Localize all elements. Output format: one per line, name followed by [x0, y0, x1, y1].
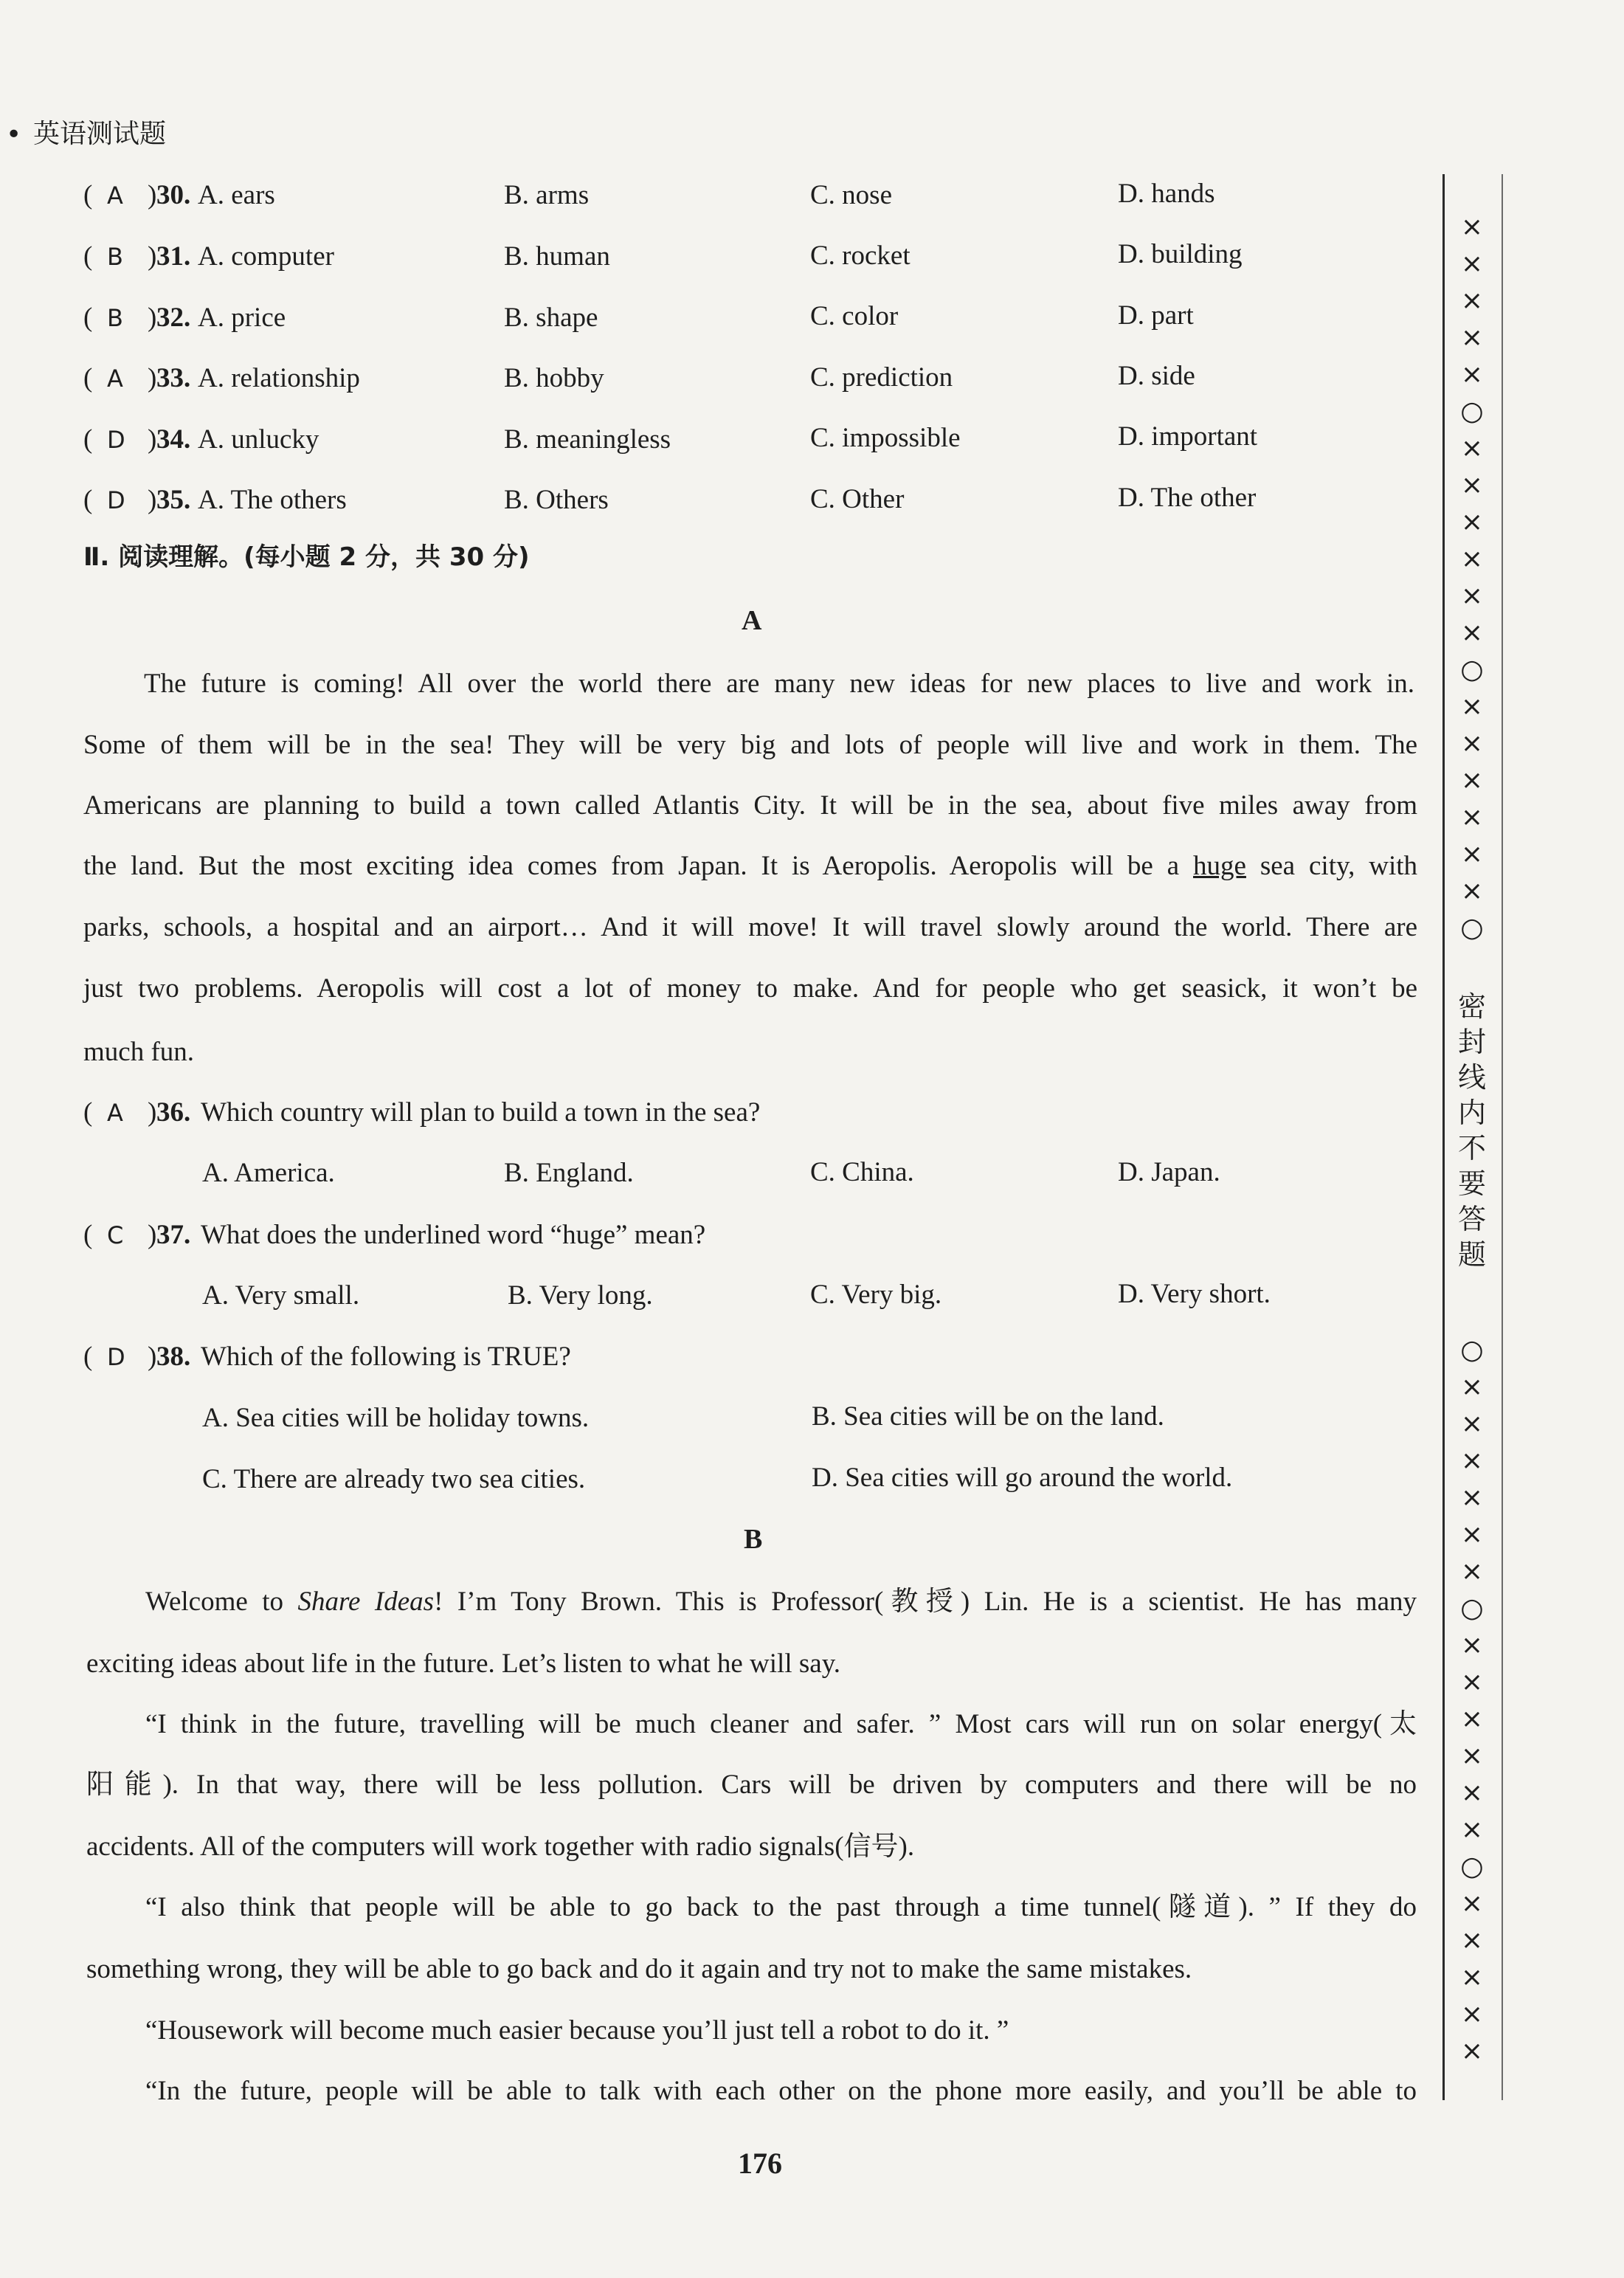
option-c: C. color	[810, 301, 899, 331]
cross-mark: ×	[1460, 1630, 1484, 1660]
answer-mark: D	[107, 1343, 125, 1371]
option-a: A. ears	[198, 180, 275, 210]
passage-b-text: Welcome to	[145, 1587, 298, 1617]
program-title: Share Ideas	[297, 1587, 435, 1617]
seal-text-char: 密	[1457, 990, 1486, 1023]
underlined-word: huge	[1193, 851, 1246, 881]
cross-mark: ×	[1460, 1741, 1484, 1771]
cross-mark: ×	[1460, 1667, 1484, 1697]
option-c: C. impossible	[810, 423, 961, 453]
question-number: 32.	[156, 303, 191, 333]
question-text: What does the underlined word “huge” mean?	[201, 1220, 706, 1250]
cross-mark: ×	[1460, 728, 1484, 759]
cross-mark: ×	[1460, 1519, 1484, 1550]
option-c: C. China.	[810, 1157, 914, 1187]
seal-border-line-inner	[1502, 174, 1503, 2100]
seal-text-char: 要	[1457, 1167, 1486, 1200]
passage-a-line: Americans are planning to build a town called Atlantis City. It will be in the sea, about five miles away from	[83, 790, 1417, 821]
option-b: B. Others	[504, 485, 609, 515]
cross-mark: ×	[1460, 1556, 1484, 1587]
question-paren-open: (	[83, 1220, 93, 1250]
passage-b-line: accidents. All of the computers will work together with radio signals(信号).	[86, 1832, 915, 1862]
passage-b-line: 阳能). In that way, there will be less pollution. Cars will be driven by computers and there will be no	[86, 1770, 1417, 1800]
cross-mark: ×	[1460, 1888, 1484, 1919]
passage-b-line: exciting ideas about life in the future. Let’s listen to what he will say.	[86, 1649, 841, 1679]
passage-a-label: A	[742, 605, 762, 636]
option-a: A. Sea cities will be holiday towns.	[202, 1403, 590, 1433]
question-text: Which of the following is TRUE?	[201, 1342, 571, 1372]
answer-mark: D	[107, 426, 125, 454]
option-d: D. side	[1118, 361, 1195, 391]
question-paren-close: )	[148, 303, 157, 333]
question-number: 30.	[156, 180, 191, 210]
cross-mark: ×	[1460, 1925, 1484, 1956]
answer-mark: C	[107, 1221, 124, 1249]
cross-mark: ×	[1460, 1778, 1484, 1808]
option-d: D. part	[1118, 300, 1194, 331]
cross-mark: ×	[1460, 765, 1484, 795]
option-c: C. There are already two sea cities.	[202, 1464, 586, 1494]
passage-b-label: B	[744, 1524, 763, 1555]
seal-text-char: 答	[1457, 1203, 1486, 1235]
question-number: 36.	[156, 1097, 191, 1128]
question-number: 34.	[156, 424, 191, 455]
passage-b-line: “Housework will become much easier because you’ll just tell a robot to do it. ”	[145, 2015, 1009, 2046]
option-c: C. nose	[810, 180, 892, 210]
question-paren-open: (	[83, 180, 93, 210]
passage-a-line: Some of them will be in the sea! They will be very big and lots of people will live and work in them. The	[83, 730, 1417, 760]
option-d: D. Sea cities will go around the world.	[812, 1463, 1233, 1493]
passage-a-line: The future is coming! All over the world there are many new ideas for new places to live and work in.	[144, 669, 1414, 699]
cross-mark: ×	[1460, 286, 1484, 316]
section-title: Ⅱ. 阅读理解。(每小题 2 分，共 30 分)	[83, 542, 530, 572]
cross-mark: ×	[1460, 1704, 1484, 1734]
cross-mark: ×	[1460, 876, 1484, 906]
cross-mark: ×	[1460, 2036, 1484, 2066]
option-d: D. important	[1118, 421, 1258, 452]
passage-a-line: parks, schools, a hospital and an airport… And it will move! It will travel slowly around the world. There are	[83, 912, 1417, 942]
option-d: D. building	[1118, 239, 1243, 269]
page-number: 176	[738, 2147, 782, 2180]
passage-b-line	[145, 1588, 1417, 1615]
question-paren-open: (	[83, 1097, 93, 1128]
cross-mark: ×	[1460, 544, 1484, 574]
passage-a-text: the land. But the most exciting idea comes from Japan. It is Aeropolis. Aeropolis will be a	[83, 851, 1194, 881]
option-c: C. Other	[810, 484, 905, 514]
question-paren-close: )	[148, 241, 157, 272]
answer-mark: A	[107, 182, 123, 210]
question-paren-open: (	[83, 485, 93, 515]
option-c: C. Very big.	[810, 1280, 942, 1310]
passage-b-line: “In the future, people will be able to talk with each other on the phone more easily, and you’ll be able to	[145, 2076, 1417, 2106]
option-b: B. arms	[504, 180, 590, 210]
passage-b-text: ! I’m Tony Brown. This is Professor(教授) Lin. He is a scientist. He has many	[434, 1587, 1417, 1617]
header-bullet: •	[6, 120, 22, 150]
passage-a-line: much fun.	[83, 1037, 195, 1067]
passage-a-line: just two problems. Aeropolis will cost a lot of money to make. And for people who get seasick, it won’t be	[83, 973, 1417, 1004]
option-a: A. The others	[198, 485, 347, 515]
question-text: Which country will plan to build a town in the sea?	[201, 1097, 761, 1128]
option-a: A. America.	[202, 1158, 335, 1188]
cross-mark: ×	[1460, 249, 1484, 279]
passage-b-line: something wrong, they will be able to go back and do it again and try not to make the same mistakes.	[86, 1954, 1192, 1984]
option-d: D. Very short.	[1118, 1279, 1271, 1309]
cross-mark: ×	[1460, 1962, 1484, 1992]
question-paren-close: )	[148, 1097, 157, 1128]
circle-mark: ○	[1460, 1851, 1484, 1882]
question-number: 35.	[156, 485, 191, 515]
cross-mark: ×	[1460, 1999, 1484, 2029]
question-number: 37.	[156, 1220, 191, 1250]
cross-mark: ×	[1460, 581, 1484, 611]
option-b: B. Sea cities will be on the land.	[812, 1401, 1164, 1432]
question-paren-open: (	[83, 241, 93, 272]
page-header-title: 英语测试题	[33, 119, 167, 149]
circle-mark: ○	[1460, 1335, 1484, 1365]
seal-text-char: 内	[1457, 1097, 1486, 1129]
passage-a-line	[83, 852, 1417, 880]
seal-text-char: 封	[1457, 1026, 1486, 1058]
cross-mark: ×	[1460, 1372, 1484, 1402]
cross-mark: ×	[1460, 691, 1484, 722]
answer-mark: B	[107, 304, 123, 332]
passage-a-text: sea city, with	[1245, 851, 1418, 881]
cross-mark: ×	[1460, 212, 1484, 242]
passage-b-line: “I also think that people will be able to go back to the past through a time tunnel(隧道). ” If they do	[145, 1892, 1417, 1922]
question-number: 38.	[156, 1342, 191, 1372]
option-b: B. Very long.	[508, 1280, 653, 1311]
question-paren-close: )	[148, 363, 157, 393]
cross-mark: ×	[1460, 433, 1484, 463]
passage-b-line: “I think in the future, travelling will be much cleaner and safer. ” Most cars will run on solar energy(太	[145, 1709, 1417, 1739]
circle-mark: ○	[1460, 655, 1484, 685]
cross-mark: ×	[1460, 839, 1484, 869]
answer-mark: A	[107, 1099, 123, 1127]
option-a: A. relationship	[198, 363, 360, 393]
question-paren-close: )	[148, 485, 157, 515]
option-b: B. meaningless	[504, 424, 671, 455]
cross-mark: ×	[1460, 1409, 1484, 1439]
option-d: D. hands	[1118, 179, 1215, 209]
option-a: A. Very small.	[202, 1280, 360, 1311]
seal-text-char: 不	[1457, 1132, 1486, 1164]
option-a: A. unlucky	[198, 424, 319, 455]
option-a: A. computer	[198, 241, 334, 272]
option-c: C. prediction	[810, 362, 953, 393]
question-paren-close: )	[148, 1342, 157, 1372]
question-paren-open: (	[83, 363, 93, 393]
cross-mark: ×	[1460, 618, 1484, 648]
option-d: D. The other	[1118, 483, 1257, 513]
seal-text-char: 线	[1457, 1061, 1486, 1094]
cross-mark: ×	[1460, 470, 1484, 500]
question-paren-close: )	[148, 180, 157, 210]
question-paren-open: (	[83, 303, 93, 333]
cross-mark: ×	[1460, 322, 1484, 353]
cross-mark: ×	[1460, 1483, 1484, 1513]
cross-mark: ×	[1460, 359, 1484, 390]
seal-text-char: 题	[1457, 1238, 1486, 1271]
question-paren-open: (	[83, 424, 93, 455]
cross-mark: ×	[1460, 507, 1484, 537]
option-b: B. shape	[504, 303, 598, 333]
circle-mark: ○	[1460, 396, 1484, 427]
cross-mark: ×	[1460, 802, 1484, 832]
question-number: 31.	[156, 241, 191, 272]
option-a: A. price	[198, 303, 286, 333]
circle-mark: ○	[1460, 1593, 1484, 1623]
answer-mark: A	[107, 365, 123, 393]
cross-mark: ×	[1460, 1815, 1484, 1845]
answer-mark: D	[107, 486, 125, 514]
question-paren-open: (	[83, 1342, 93, 1372]
circle-mark: ○	[1460, 913, 1484, 943]
option-b: B. England.	[504, 1158, 634, 1188]
question-paren-close: )	[148, 1220, 157, 1250]
option-c: C. rocket	[810, 241, 911, 271]
seal-border-line	[1442, 174, 1445, 2100]
cross-mark: ×	[1460, 1446, 1484, 1476]
option-b: B. human	[504, 241, 610, 272]
option-b: B. hobby	[504, 363, 604, 393]
question-paren-close: )	[148, 424, 157, 455]
option-d: D. Japan.	[1118, 1157, 1220, 1187]
answer-mark: B	[107, 243, 123, 271]
question-number: 33.	[156, 363, 191, 393]
